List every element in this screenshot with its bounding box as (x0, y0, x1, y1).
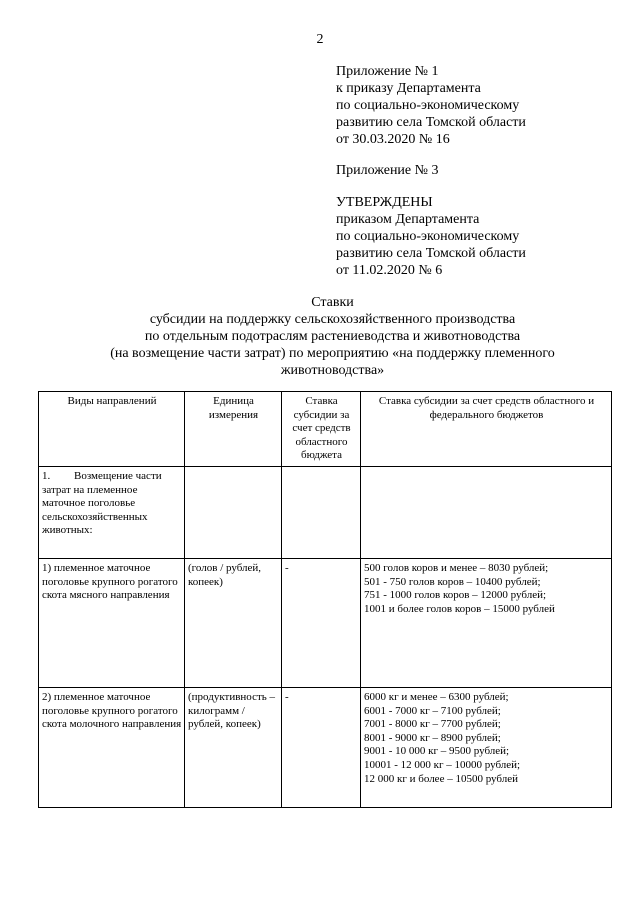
table-cell (361, 466, 612, 558)
row-1-rates (361, 558, 612, 687)
rate-line: 10001 - 12 000 кг – 10000 рублей; (364, 758, 521, 771)
section-1-title (39, 466, 185, 558)
row-1-regional-rate: - (282, 558, 361, 687)
appendix-3-label: Приложение № 3 (336, 163, 439, 178)
appendix-1-line: к приказу Департамента (336, 81, 481, 96)
heading-line: животноводства» (280, 363, 385, 378)
rate-line: 9001 - 10 000 кг – 9500 рублей; (364, 745, 510, 758)
row-2-rates (361, 687, 612, 807)
appendix-1-line: Приложение № 1 (336, 64, 439, 79)
row-1-unit: (голов / рублей, копеек) (185, 558, 282, 687)
heading-line: по отдельным подотраслям растениеводства и животноводства (144, 329, 521, 344)
rate-line: 7001 - 8000 кг – 7700 рублей; (364, 718, 501, 731)
subsidy-rates-table (38, 391, 612, 808)
appendix-1-line: развитию села Томской области (336, 115, 526, 130)
document-heading (70, 294, 595, 379)
section-number: 1. (42, 469, 51, 482)
row-2-unit: (продуктивность – килограмм / рублей, копеек) (185, 687, 282, 807)
table-row (39, 466, 612, 558)
approved-line: по социально-экономическому (336, 229, 520, 244)
approved-line: приказом Департамента (336, 212, 480, 227)
header-regional-rate: Ставка субсидии за счет средств областного бюджета (282, 392, 361, 467)
table-row (39, 687, 612, 807)
approved-line: развитию села Томской области (336, 246, 526, 261)
rate-line: 1001 и более голов коров – 15000 рублей (364, 602, 555, 615)
header-direction-type: Виды направлений (39, 392, 185, 467)
table-cell (282, 466, 361, 558)
section-title-rest: части затрат на племенное маточное поголовье сельскохозяйственных животных: (42, 469, 162, 537)
page-number: 2 (316, 32, 324, 47)
header-unit: Единица измерения (185, 392, 282, 467)
rate-line: 12 000 кг и более – 10500 рублей (364, 772, 518, 785)
appendix-1-block (336, 63, 526, 148)
rate-line: 8001 - 9000 кг – 8900 рублей; (364, 731, 501, 744)
section-title-start: Возмещение (74, 469, 133, 482)
rate-line: 751 - 1000 голов коров – 12000 рублей; (364, 589, 547, 602)
rate-line: 500 голов коров и менее – 8030 рублей; (364, 561, 549, 574)
heading-line: субсидии на поддержку сельскохозяйственного производства (149, 312, 516, 327)
table-row (39, 558, 612, 687)
heading-title: Ставки (311, 295, 354, 310)
header-regional-federal-rate: Ставка субсидии за счет средств областного и федерального бюджетов (361, 392, 612, 467)
appendix-1-line: по социально-экономическому (336, 98, 520, 113)
approved-line: УТВЕРЖДЕНЫ (336, 195, 433, 210)
row-2-regional-rate: - (282, 687, 361, 807)
approved-block (336, 194, 526, 279)
row-1-type: 1) племенное маточное поголовье крупного рогатого скота мясного направления (39, 558, 185, 687)
appendix-1-line: от 30.03.2020 № 16 (336, 132, 450, 147)
rate-line: 501 - 750 голов коров – 10400 рублей; (364, 575, 541, 588)
heading-line: (на возмещение части затрат) по мероприятию «на поддержку племенного (110, 346, 555, 361)
table-cell (185, 466, 282, 558)
approved-line: от 11.02.2020 № 6 (336, 263, 443, 278)
rate-line: 6001 - 7000 кг – 7100 рублей; (364, 704, 501, 717)
rate-line: 6000 кг и менее – 6300 рублей; (364, 690, 509, 703)
row-2-type: 2) племенное маточное поголовье крупного рогатого скота молочного направления (39, 687, 185, 807)
table-header-row (39, 392, 612, 467)
